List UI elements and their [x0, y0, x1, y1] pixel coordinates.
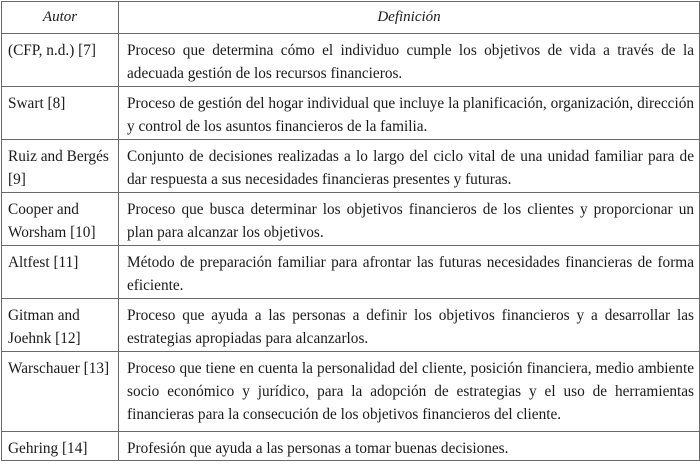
- author-cell: Ruiz and Bergés [9]: [2, 140, 119, 193]
- table-row: [2, 140, 700, 193]
- definition-cell: Proceso que ayuda a las personas a definir los objetivos financieros y a desarrollar las estrategias apropiadas para alcanzarlos.: [119, 299, 700, 352]
- definition-cell: Profesión que ayuda a las personas a tomar buenas decisiones.: [119, 432, 700, 461]
- table-row: [2, 352, 700, 432]
- author-cell: (CFP, n.d.) [7]: [2, 34, 119, 87]
- author-cell: Warschauer [13]: [2, 352, 119, 432]
- author-cell: Gitman and Joehnk [12]: [2, 299, 119, 352]
- author-cell: Swart [8]: [2, 87, 119, 140]
- header-definition: Definición: [119, 2, 700, 34]
- definitions-table: [1, 1, 700, 461]
- definition-cell: Conjunto de decisiones realizadas a lo largo del ciclo vital de una unidad familiar para de dar respuesta a sus necesidades financieras presentes y futuras.: [119, 140, 700, 193]
- header-row: [2, 2, 700, 34]
- definition-cell: Proceso de gestión del hogar individual que incluye la planificación, organización, dirección y control de los asuntos financieros de la familia.: [119, 87, 700, 140]
- definition-cell: Método de preparación familiar para afrontar las futuras necesidades financieras de forma eficiente.: [119, 246, 700, 299]
- table-row: [2, 34, 700, 87]
- author-cell: Gehring [14]: [2, 432, 119, 461]
- table-row: [2, 299, 700, 352]
- definition-cell: Proceso que tiene en cuenta la personalidad del cliente, posición financiera, medio ambiente socio económico y jurídico, para la adopción de estrategias y el uso de herramientas financieras para la consecución de los objetivos financieros del cliente.: [119, 352, 700, 432]
- author-cell: Altfest [11]: [2, 246, 119, 299]
- author-cell: Cooper and Worsham [10]: [2, 193, 119, 246]
- definition-cell: Proceso que busca determinar los objetivos financieros de los clientes y proporcionar un plan para alcanzar los objetivos.: [119, 193, 700, 246]
- definition-cell: Proceso que determina cómo el individuo cumple los objetivos de vida a través de la adecuada gestión de los recursos financieros.: [119, 34, 700, 87]
- table-row: [2, 87, 700, 140]
- table-row: [2, 246, 700, 299]
- table-row: [2, 193, 700, 246]
- table-row: [2, 432, 700, 461]
- header-author: Autor: [2, 2, 119, 34]
